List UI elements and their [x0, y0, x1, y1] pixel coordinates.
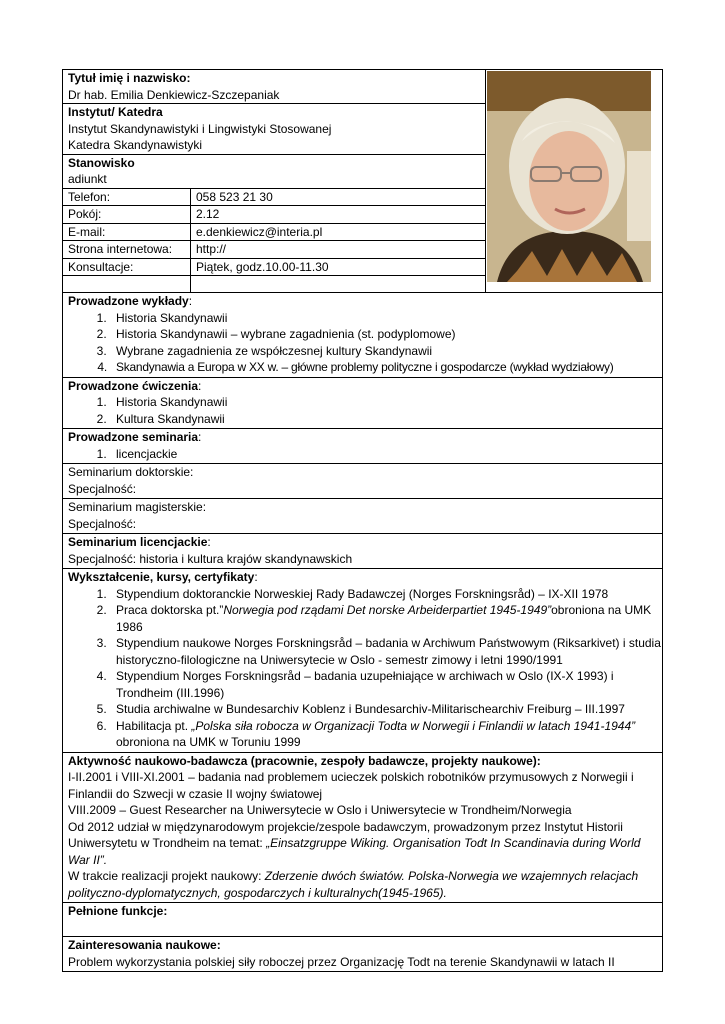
item-text: obroniona na UMK w Toruniu 1999 [116, 735, 301, 749]
website-value[interactable]: http:// [191, 241, 486, 259]
licentiate-section: Seminarium licencjackie: Specjalność: historia i kultura krajów skandynawskich [62, 534, 663, 569]
list-item: 2. Kultura Skandynawii [110, 411, 662, 428]
list-item: 1. licencjackie [110, 446, 662, 463]
position-value: adiunkt [68, 172, 107, 186]
paragraph-text: Od 2012 udział w międzynarodowym projekcie/zespole badawczym, prowadzonym przez Instytut Historii Uniwersytetu w Trondheim na temat: [68, 819, 623, 850]
habilitation-title: „Polska siła robocza w Organizacji Todta w Norwegii i Finlandii w latach 1941-1944” [191, 718, 636, 733]
masters-section [62, 499, 663, 534]
name-cell [63, 70, 486, 104]
licentiate-label: Seminarium licencjackie [68, 535, 208, 549]
list-item: 3. Stypendium naukowe Norges Forskningsråd – badania w Archiwum Państwowym (Riksarkivet) i studia historyczno-filologiczne na Uniwersytecie w Oslo - semestr zimowy i letni 1990/1991 [110, 635, 662, 668]
research-paragraph: I-II.2001 i VIII-XI.2001 – badania nad problemem ucieczek polskich robotników przymusowych z Norwegii i Finlandii do Szwecji w czasie II wojny światowej [68, 770, 634, 801]
research-paragraph: VIII.2009 – Guest Researcher na Uniwersytecie w Oslo i Uniwersytecie w Trondheim/Norwegia [68, 803, 572, 817]
position-label: Stanowisko [68, 155, 135, 170]
lectures-list [68, 310, 662, 376]
interests-label: Zainteresowania naukowe: [68, 938, 221, 952]
exercises-list [68, 394, 662, 427]
exercises-label: Prowadzone ćwiczenia [68, 378, 199, 393]
functions-label: Pełnione funkcje: [68, 904, 168, 918]
exercises-section: Prowadzone ćwiczenia: 1. Historia Skandynawii 2. Kultura Skandynawii [62, 378, 663, 430]
seminars-label: Prowadzone seminaria [68, 430, 199, 444]
education-label: Wykształcenie, kursy, certyfikaty [68, 570, 255, 584]
room-label: Pokój: [63, 206, 191, 224]
research-paragraph [68, 819, 662, 869]
name-label: Tytuł imię i nazwisko: [68, 71, 191, 85]
project-title: Zderzenie dwóch światów. Polska-Norwegia we wzajemnych relacjach polityczno-dyplomatycznych, gospodarczych i kulturalnych(1945-1965). [68, 869, 639, 900]
list-item: 1. Stypendium doktoranckie Norweskiej Rady Badawczej (Norges Forskningsråd) – IX-XII 1978 [110, 586, 662, 603]
list-item: 1. Historia Skandynawii [110, 394, 662, 411]
lectures-section: Prowadzone wykłady: 1. Historia Skandynawii 2. Historia Skandynawii – wybrane zagadnienia (st. podyplomowe) 3. Wybrane zagadnienia ze współczesnej kultury Skandynawii 4. Skandynawia a Europa w XX w. – główne problemy polityczne i gospodarcze (wykład wydziałowy) [62, 293, 663, 378]
email-value[interactable]: e.denkiewicz@interia.pl [191, 223, 486, 241]
email-label: E-mail: [63, 223, 191, 241]
item-text: Praca doktorska pt.” [116, 603, 224, 617]
photo-cell [486, 70, 663, 293]
portrait-photo [487, 71, 651, 282]
website-label: Strona internetowa: [63, 241, 191, 259]
item-text: obroniona na UMK 1986 [116, 603, 652, 634]
education-list [68, 586, 662, 751]
department-value: Katedra Skandynawistyki [68, 138, 203, 152]
room-value: 2.12 [191, 206, 486, 224]
list-item [110, 602, 662, 635]
licentiate-spec: Specjalność: historia i kultura krajów skandynawskich [68, 551, 353, 566]
education-section: Wykształcenie, kursy, certyfikaty: 1. Stypendium doktoranckie Norweskiej Rady Badawczej (Norges Forskningsråd) – IX-XII 1978 2. Praca doktorska pt.”Norwegia pod rządami Det norske Arbeiderpartiet 1945-1949”obroniona na UMK 1986 3. Stypendium naukowe Norges Forskningsråd – badania w Archiwum Państwowym (Riksarkivet) i studia historyczno-filologiczne na Uniwersytecie w Oslo - semestr zimowy i letni 1990/1991 4. Stypendium Norges Forskningsråd – badania uzupełniające w archiwach w Oslo (IX-X 1993) i Trondheim (III.1996) 5. Studia archiwalne w Bundesarchiv Koblenz i Bundesarchiv-Militarischearchiv Freiburg – III.1997 6. Habilitacja pt. „Polska siła robocza w Organizacji Todta w Norwegii i Finlandii w latach 1941-1944” obroniona na UMK w Toruniu 1999 [62, 569, 663, 753]
doctoral-label: Seminarium doktorskie: [68, 465, 194, 479]
institute-cell [63, 104, 486, 155]
institute-value: Instytut Skandynawistyki i Lingwistyki Stosowanej [68, 121, 332, 136]
research-section [62, 753, 663, 904]
thesis-title: Norwegia pod rządami Det norske Arbeiderpartiet 1945-1949” [223, 603, 552, 617]
empty-right-cell [191, 276, 486, 293]
list-item: 2. Historia Skandynawii – wybrane zagadnienia (st. podyplomowe) [110, 326, 662, 343]
research-label: Aktywność naukowo-badawcza (pracownie, zespoły badawcze, projekty naukowe): [68, 753, 541, 768]
list-item: 4. Stypendium Norges Forskningsråd – badania uzupełniające w archiwach w Oslo (IX-X 1993) i Trondheim (III.1996) [110, 668, 662, 701]
seminars-list [68, 446, 662, 463]
list-item: 1. Historia Skandynawii [110, 310, 662, 327]
name-value: Dr hab. Emilia Denkiewicz-Szczepaniak [68, 87, 280, 102]
empty-left-cell [63, 276, 191, 293]
list-item: 3. Wybrane zagadnienia ze współczesnej kultury Skandynawii [110, 343, 662, 360]
list-item: 4. Skandynawia a Europa w XX w. – główne problemy polityczne i gospodarcze (wykład wydziałowy) [110, 359, 662, 376]
institute-label: Instytut/ Katedra [68, 105, 163, 119]
doctoral-spec: Specjalność: [68, 481, 137, 496]
masters-spec: Specjalność: [68, 516, 137, 531]
item-text: Habilitacja pt. [116, 718, 192, 733]
lectures-label: Prowadzone wykłady [68, 294, 189, 308]
profile-document [62, 69, 662, 972]
header-table [62, 69, 663, 293]
interests-text: Problem wykorzystania polskiej siły roboczej przez Organizację Todt na terenie Skandynawii w latach II [68, 954, 615, 969]
interests-section [62, 937, 663, 972]
masters-label: Seminarium magisterskie: [68, 500, 207, 514]
functions-section [62, 903, 663, 937]
research-paragraph [68, 868, 662, 901]
phone-label: Telefon: [63, 188, 191, 206]
project-title: „Einsatzgruppe Wiking. Organisation Todt In Scandinavia during World War II”. [68, 836, 641, 867]
seminars-section: Prowadzone seminaria: 1. licencjackie [62, 429, 663, 464]
consultation-label: Konsultacje: [63, 258, 191, 276]
consultation-value: Piątek, godz.10.00-11.30 [191, 258, 486, 276]
paragraph-text: W trakcie realizacji projekt naukowy: [68, 869, 265, 883]
phone-value: 058 523 21 30 [191, 188, 486, 206]
position-cell [63, 154, 486, 188]
list-item: 5. Studia archiwalne w Bundesarchiv Koblenz i Bundesarchiv-Militarischearchiv Freiburg – III.1997 [110, 701, 662, 718]
doctoral-section [62, 464, 663, 499]
list-item [110, 718, 662, 751]
